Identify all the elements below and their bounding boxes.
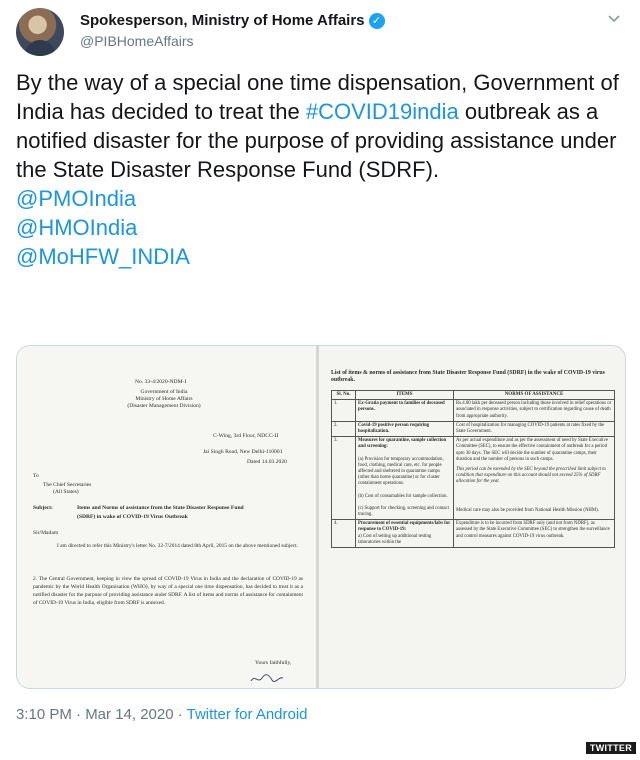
table-row	[332, 437, 615, 520]
row-4-no: 4.	[332, 520, 356, 548]
row-4-items	[356, 520, 454, 548]
tweet-timestamp-row	[16, 706, 308, 723]
norms-table	[331, 390, 615, 548]
mention-pmoindia[interactable]: @PMOIndia	[16, 186, 137, 211]
row-3-norms-c: Medical care may also be provided from National Health Mission (NHM).	[456, 507, 599, 513]
verified-badge-icon: ✓	[369, 13, 385, 29]
row-4-item: Procurement of essential equipments/labs for response to COVID-19:	[358, 521, 451, 533]
letter-subject-label: Subject:	[33, 505, 53, 511]
letter-recipient: The Chief Secretaries	[43, 482, 92, 488]
row-3-norms-italic: This period can be extended by the SEC beyond the prescribed limit subject to condition that expenditure on this account should not exceed 25% of SDRF allocation for the year.	[456, 467, 606, 485]
header-sl-no: Sl. No.	[332, 391, 356, 400]
annex-title: List of items & norms of assistance from State Disaster Response Fund (SDRF) in the wake of COVID-19 virus outbreak.	[331, 370, 605, 383]
row-2-norms: Cost of hospitalization for managing COVID-19 patients at rates fixed by the State Government.	[454, 421, 615, 436]
row-4-item-a: a) Cost of setting up additional testing laboratories within the	[358, 533, 432, 545]
letter-org-line-1: Government of India	[140, 389, 188, 395]
hashtag-link[interactable]: #COVID19india	[305, 99, 459, 124]
table-row	[332, 421, 615, 436]
letter-date: Dated 14.03.2020	[247, 459, 287, 465]
norms-table-header-row	[332, 391, 615, 400]
header-norms: NORMS OF ASSISTANCE	[454, 391, 615, 400]
letter-recipient-sub: (All States)	[53, 489, 79, 495]
signature-scribble	[249, 672, 285, 684]
tweet-header	[16, 8, 624, 60]
header-items: ITEMS	[356, 391, 454, 400]
row-3-no: 3.	[332, 437, 356, 520]
row-3-item-b: (b) Cost of consumables for sample collection.	[358, 493, 448, 499]
letter-page	[17, 346, 317, 688]
row-3-item-a: (a) Provision for temporary accommodation, food, clothing, medical care, etc. for people affected and sheltered in quarantine camps (other than home quarantine) or for cluster containment operations.	[358, 456, 444, 487]
letter-salutation: Sir/Madam	[33, 530, 59, 536]
tweet-text-part2: outbreak as a notified disaster for the purpose of providing assistance under the State Disaster Response Fund (SDRF).	[16, 99, 617, 182]
row-3-norms-cell	[454, 437, 615, 520]
row-1-no: 1.	[332, 400, 356, 422]
letter-ref-no: No. 33-4/2020-NDM-I	[135, 379, 187, 385]
letter-to-label: To	[33, 473, 39, 479]
table-row	[332, 400, 615, 422]
letter-org-line-2: Ministry of Home Affairs	[135, 396, 193, 402]
chevron-down-icon[interactable]	[606, 10, 622, 26]
row-1-norms: Rs.4.00 lakh per deceased person including those involved in relief operations or associated in response activities, subject to certification regarding cause of death from appropriate authority.	[454, 400, 615, 422]
author-display-name[interactable]: Spokesperson, Ministry of Home Affairs	[80, 12, 365, 29]
row-3-item-c: (c) Support for checking, screening and contact tracing.	[358, 505, 449, 518]
row-2-item: Covid-19 positive person requiring hospitalization.	[356, 421, 454, 436]
tweet-source-link[interactable]: Twitter for Android	[186, 706, 308, 723]
author-handle[interactable]: @PIBHomeAffairs	[80, 33, 194, 49]
mention-mohfw-india[interactable]: @MoHFW_INDIA	[16, 244, 190, 269]
letter-org-line-3: (Disaster Management Division)	[127, 403, 201, 409]
row-3-norms: As per actual expenditure and as per the assessment of need by State Executive Committee (SEC), to ensure the effective containment of outbreak for a period upto 30 days. The SEC will decide the number of quarantine camps, their duration and the number of persons in such camps.	[456, 438, 608, 462]
annex-page	[319, 346, 625, 688]
tweet-text-part1: By the way of a special one time dispensation, Government of India has decided to treat the	[16, 70, 619, 124]
letter-subject-line-1: Items and Norms of assistance from the State Disaster Response Fund	[77, 505, 244, 511]
letter-subject-line-2: (SDRF) in wake of COVID-19 Virus Outbreak	[77, 514, 188, 520]
tweet-text	[16, 68, 620, 271]
row-4-norms: Expenditure is to be incurred from SDRF only (and not from NDRF), as assessed by the State Executive Committee (SEC) to strengthen the surveillance and control measures against COVID-19 virus outbreak.	[454, 520, 615, 548]
letter-para-1: I am directed to refer this Ministry's letter No. 32-7/2014 dated 8th April, 2015 on the above mentioned subject.	[57, 543, 298, 549]
row-1-item: Ex-Gratia payment to families of deceased persons.	[356, 400, 454, 422]
table-row	[332, 520, 615, 548]
letter-para-2: 2. The Central Government, keeping in view the spread of COVID-19 Virus in India and the declaration of COVID-19 as pandemic by the World Health Organisation (WHO), by way of a special one time dispensation, has decided to treat it as a notified disaster for the purpose of providing assistance under SDRF. A list of items and norms of assistance for containment of COVID-19 Virus in India, eligible from SDRF is annexed.	[33, 576, 303, 606]
row-2-no: 2.	[332, 421, 356, 436]
tweet-timestamp[interactable]: 3:10 PM · Mar 14, 2020 ·	[16, 706, 187, 723]
author-avatar[interactable]	[16, 8, 64, 56]
tweet-media-image[interactable]	[16, 345, 626, 689]
letter-address-line-1: C-Wing, 3rd Floor, NDCC-II	[213, 433, 279, 439]
mention-hmoindia[interactable]: @HMOIndia	[16, 215, 138, 240]
twitter-watermark: TWITTER	[586, 742, 636, 754]
letter-closing: Yours faithfully,	[255, 660, 292, 666]
row-3-item: Measures for quarantine, sample collection and screening:	[358, 438, 447, 450]
letter-address-line-2: Jai Singh Road, New Delhi-110001	[203, 449, 283, 455]
row-3-items	[356, 437, 454, 520]
author-name-row[interactable]	[80, 12, 385, 29]
